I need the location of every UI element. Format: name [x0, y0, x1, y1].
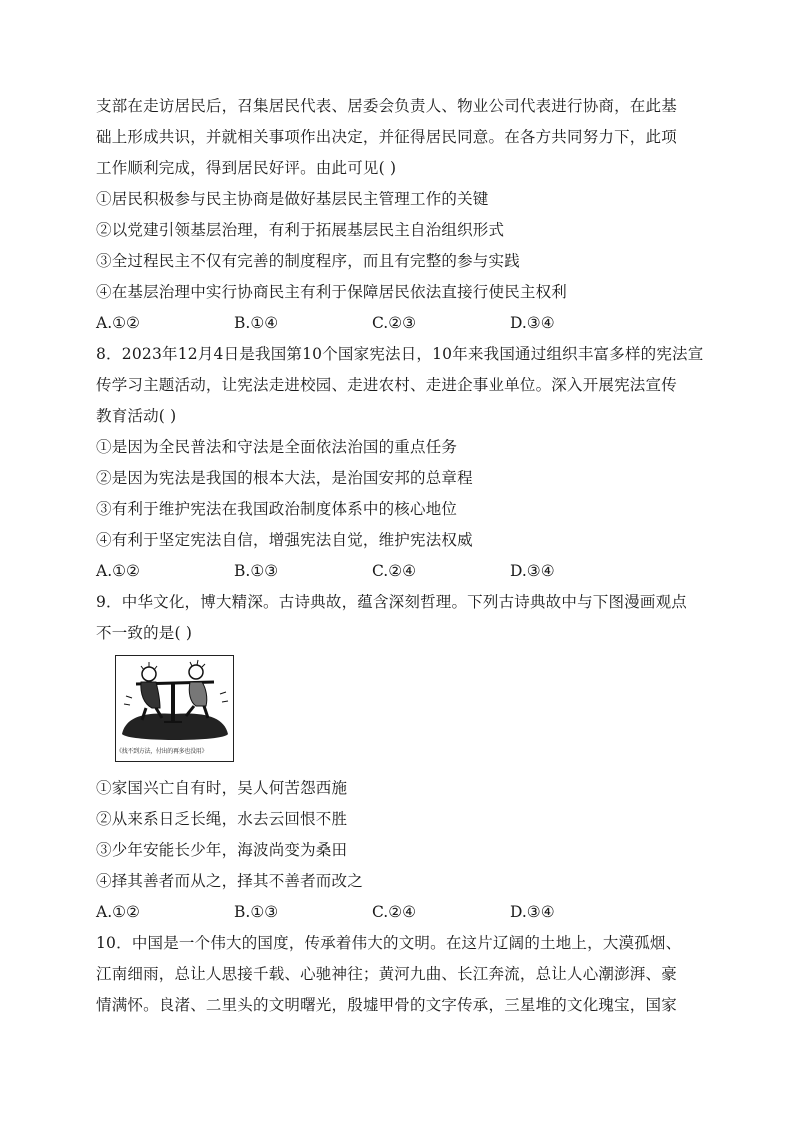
q9-statement-2: ②从来系日乏长绳，水去云回恨不胜	[96, 810, 348, 828]
q8-stem-line-2: 传学习主题活动，让宪法走进校园、走进农村、走进企事业单位。深入开展宪法宣传	[96, 376, 677, 394]
q7-statement-2: ②以党建引领基层治理，有利于拓展基层民主自治组织形式	[96, 221, 505, 239]
q8-statement-4: ④有利于坚定宪法自信，增强宪法自觉，维护宪法权威	[96, 531, 473, 549]
q8-option-d[interactable]: D.③④	[510, 562, 555, 580]
cartoon-drawing	[116, 656, 233, 746]
cartoon-caption: 《找不到方法，付出的再多也没用》	[116, 748, 208, 755]
q8-option-a[interactable]: A.①②	[96, 562, 140, 580]
q7-stem-line-3: 工作顺利完成，得到居民好评。由此可见( )	[96, 159, 397, 177]
q9-statement-1: ①家国兴亡自有时，吴人何苦怨西施	[96, 779, 348, 797]
q7-option-d[interactable]: D.③④	[510, 314, 555, 332]
q7-option-b[interactable]: B.①④	[234, 314, 279, 332]
q8-statement-2: ②是因为宪法是我国的根本大法，是治国安邦的总章程	[96, 469, 473, 487]
q8-option-b[interactable]: B.①③	[234, 562, 279, 580]
q10-stem-line-1: 10．中国是一个伟大的国度，传承着伟大的文明。在这片辽阔的土地上，大漠孤烟、	[96, 934, 682, 952]
q7-option-c[interactable]: C.②③	[372, 314, 417, 332]
q8-option-c[interactable]: C.②④	[372, 562, 417, 580]
q8-statement-3: ③有利于维护宪法在我国政治制度体系中的核心地位	[96, 500, 458, 518]
q7-option-a[interactable]: A.①②	[96, 314, 140, 332]
q8-stem-line-1: 8．2023年12月4日是我国第10个国家宪法日，10年来我国通过组织丰富多样的宪法宣	[96, 345, 704, 363]
q7-statement-4: ④在基层治理中实行协商民主有利于保障居民依法直接行使民主权利	[96, 283, 568, 301]
q9-option-d[interactable]: D.③④	[510, 903, 555, 921]
q7-stem-line-2: 础上形成共识，并就相关事项作出决定，并征得居民同意。在各方共同努力下，此项	[96, 128, 677, 146]
q7-stem-line-1: 支部在走访居民后，召集居民代表、居委会负责人、物业公司代表进行协商，在此基	[96, 97, 677, 115]
q9-statement-4: ④择其善者而从之，择其不善者而改之	[96, 872, 363, 890]
q10-stem-line-3: 情满怀。良渚、二里头的文明曙光，殷墟甲骨的文字传承，三星堆的文化瑰宝，国家	[96, 996, 677, 1014]
q10-stem-line-2: 江南细雨，总让人思接千载、心驰神往；黄河九曲、长江奔流，总让人心潮澎湃、豪	[96, 965, 677, 983]
q9-statement-3: ③少年安能长少年，海波尚变为桑田	[96, 841, 348, 859]
q9-option-a[interactable]: A.①②	[96, 903, 140, 921]
q9-stem-line-1: 9．中华文化，博大精深。古诗典故，蕴含深刻哲理。下列古诗典故中与下图漫画观点	[96, 593, 687, 611]
q9-stem-line-2: 不一致的是( )	[96, 624, 193, 642]
q8-statement-1: ①是因为全民普法和守法是全面依法治国的重点任务	[96, 438, 458, 456]
cartoon-image	[115, 655, 234, 762]
q7-statement-1: ①居民积极参与民主协商是做好基层民主管理工作的关键	[96, 190, 489, 208]
q8-stem-line-3: 教育活动( )	[96, 407, 177, 425]
q9-option-c[interactable]: C.②④	[372, 903, 417, 921]
q9-option-b[interactable]: B.①③	[234, 903, 279, 921]
q7-statement-3: ③全过程民主不仅有完善的制度程序，而且有完整的参与实践	[96, 252, 520, 270]
